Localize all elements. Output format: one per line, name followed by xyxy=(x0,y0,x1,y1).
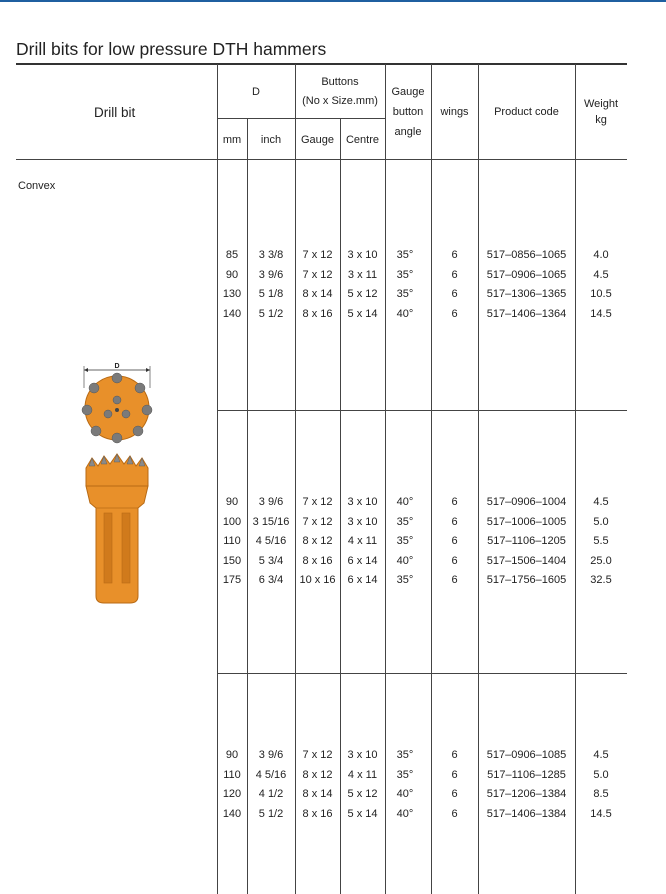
cell-angle: 40° xyxy=(396,807,414,820)
cell-weight: 5.0 xyxy=(593,768,609,781)
cell-product-code: 517–1106–1285 xyxy=(487,768,566,781)
cell-centre: 3 x 10 xyxy=(347,249,378,261)
cell-product-code: 517–1206–1384 xyxy=(486,788,567,800)
cell-mm: 90 xyxy=(225,496,239,508)
cell-wings: 6 xyxy=(451,574,458,586)
cell-wings: 6 xyxy=(451,535,458,547)
cell-gauge: 8 x 16 xyxy=(302,554,333,567)
cell-mm: 130 xyxy=(222,288,242,300)
cell-mm: 150 xyxy=(222,554,242,567)
drill-bit-illustration xyxy=(70,358,160,608)
cell-product-code: 517–1106–1205 xyxy=(487,535,566,547)
cell-wings: 6 xyxy=(451,496,458,508)
cell-gauge: 7 x 12 xyxy=(302,249,333,261)
cell-weight: 4.0 xyxy=(593,249,609,261)
cell-gauge: 8 x 16 xyxy=(302,307,333,320)
cell-wings: 6 xyxy=(451,268,458,281)
cell-product-code: 517–1306–1365 xyxy=(486,288,567,300)
cell-inch: 5 1/2 xyxy=(258,807,284,820)
cell-gauge: 7 x 12 xyxy=(302,749,333,761)
header-rule xyxy=(16,159,627,160)
cell-weight: 10.5 xyxy=(590,288,612,300)
header-subrule xyxy=(217,118,385,119)
cell-gauge: 8 x 14 xyxy=(302,288,333,300)
header-weight-unit: kg xyxy=(595,114,607,126)
cell-mm: 100 xyxy=(222,515,242,528)
cell-weight: 4.5 xyxy=(593,268,609,281)
cell-centre: 3 x 10 xyxy=(347,749,378,761)
header-weight: Weight xyxy=(583,98,619,110)
cell-inch: 3 9/6 xyxy=(258,268,284,281)
cell-wings: 6 xyxy=(451,749,458,761)
cell-inch: 4 5/16 xyxy=(255,768,287,781)
cell-product-code: 517–1406–1384 xyxy=(486,807,567,820)
cell-wings: 6 xyxy=(451,307,458,320)
cell-mm: 90 xyxy=(225,268,239,281)
cell-wings: 6 xyxy=(451,249,458,261)
header-gauge: Gauge xyxy=(300,134,335,146)
cell-product-code: 517–1756–1605 xyxy=(486,574,567,586)
cell-mm: 120 xyxy=(222,788,242,800)
cell-centre: 4 x 11 xyxy=(347,535,378,547)
cell-mm: 175 xyxy=(222,574,242,586)
cell-mm: 110 xyxy=(223,768,241,781)
cell-product-code: 517–0906–1065 xyxy=(486,268,567,281)
header-product-code: Product code xyxy=(494,106,559,118)
cell-product-code: 517–1506–1404 xyxy=(486,554,567,567)
cell-gauge: 8 x 16 xyxy=(302,807,333,820)
cell-weight: 5.5 xyxy=(593,535,609,547)
cell-inch: 4 1/2 xyxy=(258,788,284,800)
top-accent-line xyxy=(0,0,666,2)
cell-weight: 5.0 xyxy=(593,515,609,528)
cell-gauge: 8 x 12 xyxy=(302,768,333,781)
cell-product-code: 517–1006–1005 xyxy=(486,515,567,528)
cell-centre: 4 x 11 xyxy=(347,768,378,781)
header-gauge-angle-2: button xyxy=(392,106,424,118)
cell-gauge: 10 x 16 xyxy=(299,574,336,586)
cell-angle: 35° xyxy=(396,749,414,761)
cell-angle: 35° xyxy=(396,288,414,300)
cell-inch: 5 1/2 xyxy=(258,307,284,320)
bit-type-label: Convex xyxy=(18,180,56,192)
cell-gauge: 7 x 12 xyxy=(302,496,333,508)
cell-gauge: 7 x 12 xyxy=(302,515,333,528)
cell-angle: 35° xyxy=(396,535,414,547)
page-title: Drill bits for low pressure DTH hammers xyxy=(16,39,327,59)
cell-angle: 40° xyxy=(396,496,414,508)
cell-gauge: 8 x 14 xyxy=(302,788,333,800)
cell-centre: 5 x 14 xyxy=(347,807,378,820)
group-divider xyxy=(217,673,627,674)
cell-product-code: 517–0856–1065 xyxy=(486,249,567,261)
cell-inch: 6 3/4 xyxy=(258,574,284,586)
cell-weight: 4.5 xyxy=(593,749,609,761)
cell-centre: 3 x 11 xyxy=(347,268,378,281)
cell-inch: 3 9/6 xyxy=(258,496,284,508)
group-divider xyxy=(217,410,627,411)
header-wings: wings xyxy=(440,106,469,118)
cell-centre: 6 x 14 xyxy=(347,554,378,567)
bit-shank-icon xyxy=(86,486,148,603)
cell-weight: 25.0 xyxy=(590,554,612,567)
cell-angle: 40° xyxy=(396,788,414,800)
cell-centre: 5 x 14 xyxy=(347,307,378,320)
title-rule xyxy=(16,63,627,65)
cell-mm: 140 xyxy=(222,807,242,820)
header-d: D xyxy=(252,86,260,98)
header-inch: inch xyxy=(260,134,282,146)
cell-angle: 35° xyxy=(396,768,414,781)
cell-centre: 3 x 10 xyxy=(347,496,378,508)
cell-mm: 140 xyxy=(222,307,242,320)
cell-weight: 32.5 xyxy=(590,574,612,586)
header-buttons: Buttons xyxy=(321,76,359,88)
cell-angle: 40° xyxy=(396,307,414,320)
cell-wings: 6 xyxy=(451,288,458,300)
cell-centre: 5 x 12 xyxy=(347,788,378,800)
header-centre: Centre xyxy=(345,134,380,146)
cell-wings: 6 xyxy=(451,515,458,528)
cell-centre: 5 x 12 xyxy=(347,288,378,300)
cell-inch: 3 3/8 xyxy=(258,249,284,261)
cell-product-code: 517–0906–1085 xyxy=(486,749,567,761)
header-gauge-angle-3: angle xyxy=(394,126,422,138)
cell-wings: 6 xyxy=(451,554,458,567)
cell-angle: 40° xyxy=(396,554,414,567)
cell-mm: 110 xyxy=(223,535,241,547)
cell-product-code: 517–1406–1364 xyxy=(486,307,567,320)
cell-centre: 3 x 10 xyxy=(347,515,378,528)
cell-inch: 5 3/4 xyxy=(258,554,284,567)
header-buttons-sub: (No x Size.mm) xyxy=(302,95,378,107)
cell-gauge: 7 x 12 xyxy=(302,268,333,281)
cell-weight: 8.5 xyxy=(593,788,609,800)
cell-gauge: 8 x 12 xyxy=(302,535,333,547)
cell-weight: 4.5 xyxy=(593,496,609,508)
cell-mm: 85 xyxy=(225,249,239,261)
cell-product-code: 517–0906–1004 xyxy=(486,496,567,508)
cell-inch: 3 9/6 xyxy=(258,749,284,761)
cell-inch: 3 15/16 xyxy=(252,515,290,528)
cell-wings: 6 xyxy=(451,788,458,800)
header-drill-bit: Drill bit xyxy=(94,105,136,120)
cell-wings: 6 xyxy=(451,807,458,820)
cell-angle: 35° xyxy=(396,574,414,586)
cell-angle: 35° xyxy=(396,515,414,528)
cell-weight: 14.5 xyxy=(590,307,612,320)
cell-inch: 4 5/16 xyxy=(255,535,287,547)
cell-mm: 90 xyxy=(225,749,239,761)
cell-centre: 6 x 14 xyxy=(347,574,378,586)
dimension-label: D xyxy=(114,363,120,370)
header-mm: mm xyxy=(222,134,242,146)
cell-angle: 35° xyxy=(396,268,414,281)
cell-inch: 5 1/8 xyxy=(258,288,284,300)
cell-angle: 35° xyxy=(396,249,414,261)
header-gauge-angle-1: Gauge xyxy=(391,86,425,98)
cell-weight: 14.5 xyxy=(590,807,612,820)
cell-wings: 6 xyxy=(451,768,458,781)
